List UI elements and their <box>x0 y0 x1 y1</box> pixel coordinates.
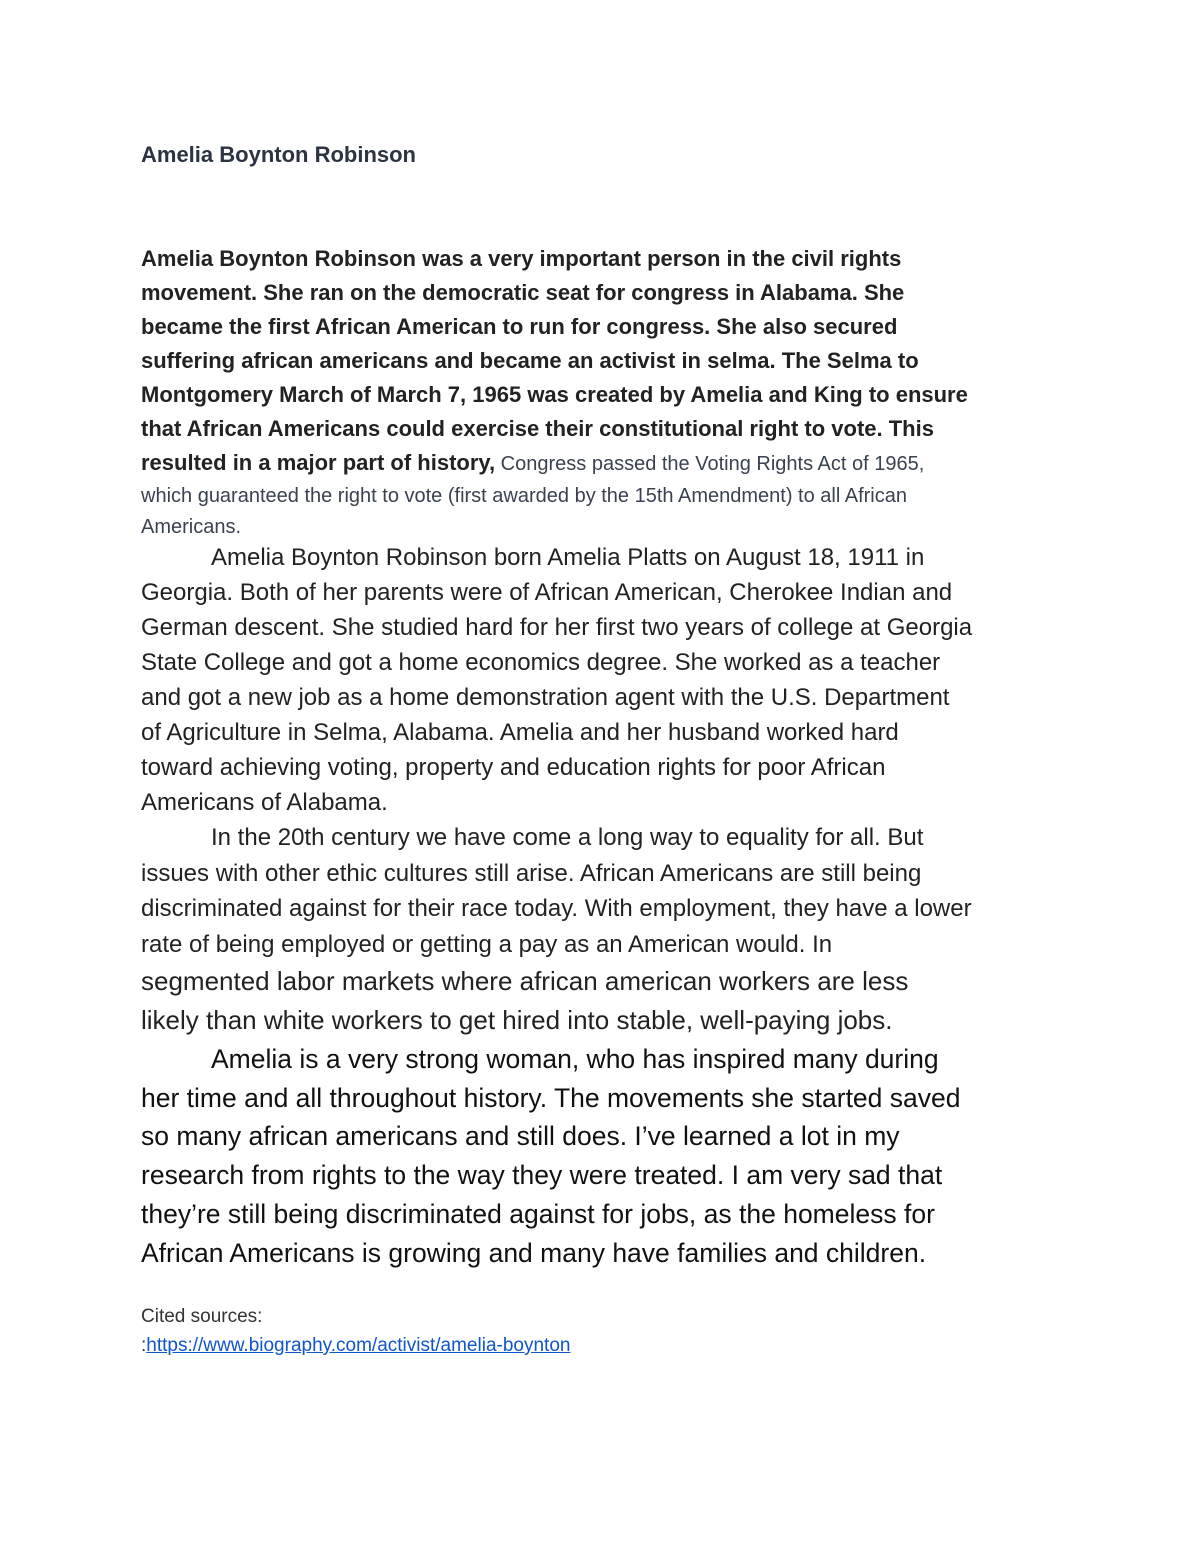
text-bold-segment: resulted in a major part of history, <box>141 450 496 475</box>
document-title: Amelia Boynton Robinson <box>141 142 416 167</box>
source-link[interactable]: https://www.biography.com/activist/amelia-boynton <box>146 1335 571 1356</box>
text-line: In the 20th century we have come a long way to equality for all. But <box>211 824 924 851</box>
text-line: became the first African American to run for congress. She also secured <box>141 314 898 339</box>
cited-sources <box>141 1302 570 1360</box>
text-line: African Americans is growing and many have families and children. <box>141 1237 927 1268</box>
text-line: Amelia Boynton Robinson was a very important person in the civil rights <box>141 246 902 271</box>
text-line: research from rights to the way they were treated. I am very sad that <box>141 1160 943 1191</box>
text-line: State College and got a home economics degree. She worked as a teacher <box>141 649 941 676</box>
text-line: Georgia. Both of her parents were of African American, Cherokee Indian and <box>141 579 953 606</box>
text-line: rate of being employed or getting a pay as an American would. In <box>141 930 833 958</box>
text-line: suffering african americans and became an activist in selma. The Selma to <box>141 348 919 373</box>
paragraph-conclusion <box>141 1040 1071 1272</box>
paragraph-modern-issues <box>141 820 1071 1040</box>
text-line: movement. She ran on the democratic seat for congress in Alabama. She <box>141 280 905 305</box>
text-line: Amelia Boynton Robinson born Amelia Platts on August 18, 1911 in <box>211 544 925 571</box>
text-line: segmented labor markets where african american workers are less <box>141 966 909 996</box>
text-line: that African Americans could exercise their constitutional right to vote. This <box>141 416 934 441</box>
text-line: likely than white workers to get hired into stable, well-paying jobs. <box>141 1005 893 1035</box>
text-light-segment: Congress passed the Voting Rights Act of 1965, <box>495 453 925 475</box>
paragraph-biography <box>141 540 1071 820</box>
text-line: German descent. She studied hard for her first two years of college at Georgia <box>141 614 973 641</box>
paragraph-intro <box>141 242 1071 543</box>
cited-sources-label: Cited sources: <box>141 1306 263 1327</box>
text-line: toward achieving voting, property and education rights for poor African <box>141 754 886 781</box>
text-line: which guaranteed the right to vote (first awarded by the 15th Amendment) to all African <box>141 485 907 507</box>
text-line: of Agriculture in Selma, Alabama. Amelia and her husband worked hard <box>141 719 899 746</box>
cited-prefix: : <box>141 1335 147 1356</box>
text-line: and got a new job as a home demonstration agent with the U.S. Department <box>141 684 950 711</box>
text-line: issues with other ethic cultures still arise. African Americans are still being <box>141 859 922 887</box>
text-line: discriminated against for their race today. With employment, they have a lower <box>141 895 972 922</box>
text-line: Amelia is a very strong woman, who has inspired many during <box>211 1044 939 1074</box>
text-line: Americans of Alabama. <box>141 789 388 816</box>
text-line: her time and all throughout history. The movements she started saved <box>141 1082 961 1113</box>
text-line-mixed <box>141 446 1071 481</box>
text-line: Americans. <box>141 516 242 538</box>
text-line: Montgomery March of March 7, 1965 was created by Amelia and King to ensure <box>141 382 968 407</box>
cited-sources-entry <box>141 1331 570 1360</box>
text-line: they’re still being discriminated against for jobs, as the homeless for <box>141 1198 935 1229</box>
text-line: so many african americans and still does. I’ve learned a lot in my <box>141 1121 900 1152</box>
